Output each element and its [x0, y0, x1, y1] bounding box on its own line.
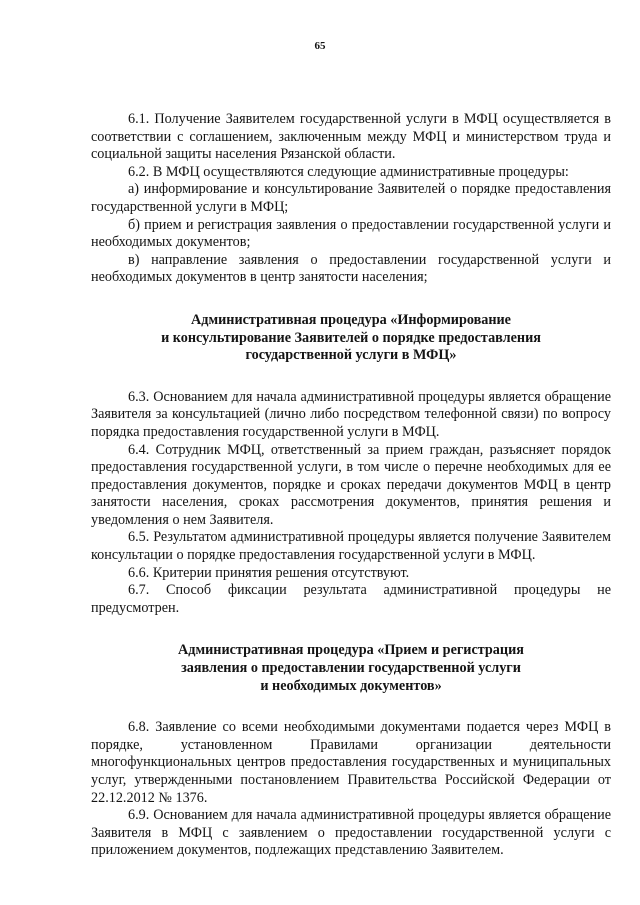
paragraph-6-1: 6.1. Получение Заявителем государственной услуги в МФЦ осуществляется в соответствии с соглашением, заключенным между МФЦ и министерством труда и социальной защиты населения Рязанской области. — [91, 111, 611, 163]
page-number: 65 — [314, 40, 326, 52]
paragraph-6-7: 6.7. Способ фиксации результата административной процедуры не предусмотрен. — [91, 582, 611, 616]
list-item-a: а) информирование и консультирование Заявителей о порядке предоставления государственной услуги в МФЦ; — [91, 181, 611, 215]
paragraph-6-6: 6.6. Критерии принятия решения отсутствуют. — [128, 564, 410, 581]
section-heading-reception: Административная процедура «Прием и регистрация заявления о предоставлении государственной услуги и необходимых документов» — [178, 642, 524, 694]
list-item-b: б) прием и регистрация заявления о предоставлении государственной услуги и необходимых документов; — [91, 216, 611, 251]
list-item-c: в) направление заявления о предоставлении государственной услуги и необходимых документов в центр занятости населения; — [91, 251, 611, 286]
paragraph-6-5: 6.5. Результатом административной процедуры является получение Заявителем консультации о порядке предоставления государственной услуги в МФЦ. — [91, 529, 611, 564]
paragraph-6-3: 6.3. Основанием для начала административной процедуры является обращение Заявителя за консультацией (лично либо посредством телефонной связи) по вопросу порядка предоставления государственной услуги в МФЦ. — [91, 388, 611, 440]
paragraph-6-4: 6.4. Сотрудник МФЦ, ответственный за прием граждан, разъясняет порядок предоставления государственной услуги, в том числе о перечне необходимых для ее предоставления документов, порядке и сроках передачи документов МФЦ в центр занятости населения, сроках рассмотрения документов, принятия решения и уведомления о нем Заявителя. — [91, 441, 611, 528]
section-heading-informing: Административная процедура «Информирование и консультирование Заявителей о порядке предоставления государственной услуги в МФЦ» — [161, 311, 541, 364]
paragraph-6-2: 6.2. В МФЦ осуществляются следующие административные процедуры: — [128, 163, 569, 180]
paragraph-6-9: 6.9. Основанием для начала административной процедуры является обращение Заявителя в МФЦ с заявлением о предоставлении государственной услуги с приложением документов, подлежащих представлению Заявителем. — [91, 807, 611, 859]
document-body — [91, 111, 611, 860]
paragraph-6-8: 6.8. Заявление со всеми необходимыми документами подается через МФЦ в порядке, установленном Правилами организации деятельности многофункциональных центров предоставления государственных и муниципальных услуг, утвержденными постановлением Правительства Российской Федерации от 22.12.2012 № 1376. — [91, 719, 611, 806]
